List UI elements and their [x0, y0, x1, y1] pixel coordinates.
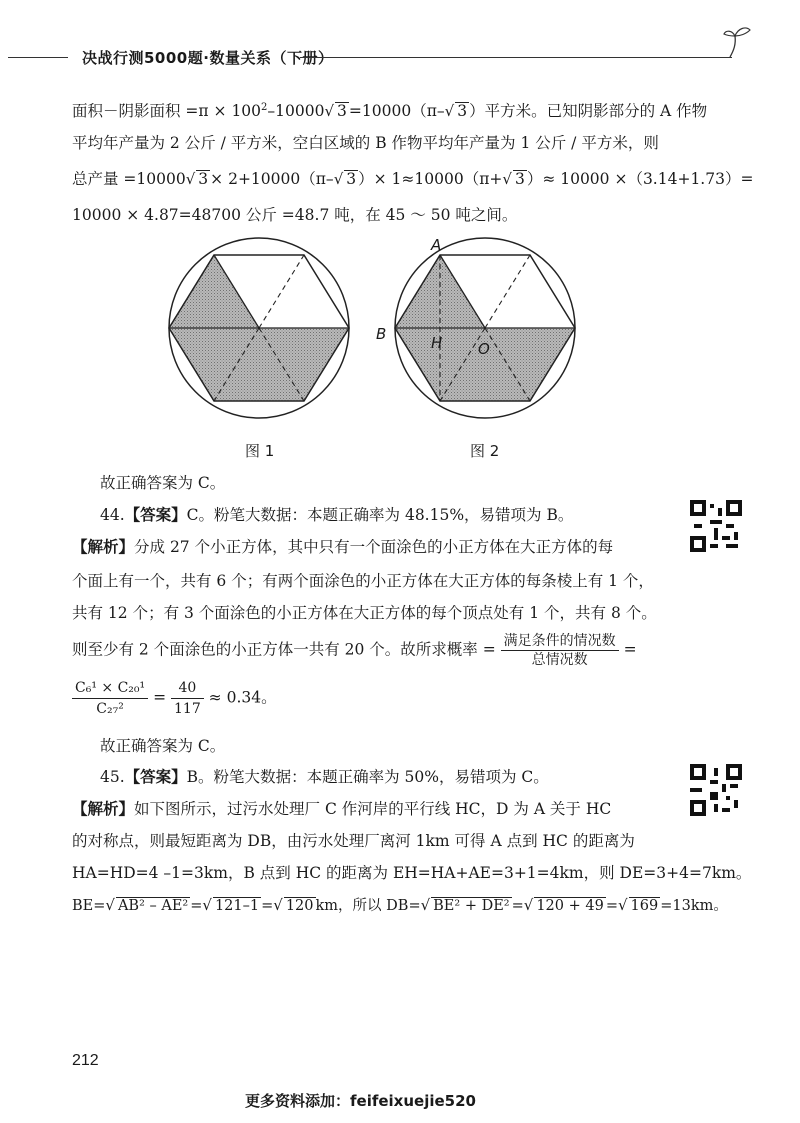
q45-analysis-line4: BE=√ AB² – AE² =√ 121–1 =√ 120 km，所以 DB=√ BE² + DE² =√ 120 + 49 =√ 169 =13km。 — [72, 896, 728, 914]
qr-code-q44[interactable] — [690, 500, 742, 552]
figure-2 — [395, 238, 575, 418]
q44-analysis-line3: 共有 12 个；有 3 个面涂色的小正方体在大正方体的每个顶点处有 1 个，共有 8 个。 — [72, 604, 657, 622]
q44-formula: $\frac{\text{C₆¹ × C₂₀¹}}{\text{C₂₇²}}$ = $\frac{40}{117}$ ≈ 0.34。 — [72, 678, 662, 719]
para1-line3: 总产量 =10000√ 3 × 2+10000（π–√ 3 ）× 1≈10000（π+√ 3 ）≈ 10000 ×（3.14+1.73）= — [72, 170, 754, 188]
para1-line1: 面积－阴影面积 $=\pi \times 100^2-10000√$ 3 =10000（π–√ 3 ）平方米。已知阴影部分的 A 作物 — [72, 102, 708, 121]
label-a: A — [431, 236, 442, 254]
q43-conclusion: 故正确答案为 C。 — [100, 474, 226, 492]
q45-answer: 45.【答案】B。粉笔大数据：本题正确率为 50%，易错项为 C。 — [100, 767, 549, 786]
q44-answer: 44.【答案】C。粉笔大数据：本题正确率为 48.15%，易错项为 B。 — [100, 505, 574, 524]
q44-conclusion: 故正确答案为 C。 — [100, 737, 226, 755]
para1-line4: 10000 × 4.87=48700 公斤 =48.7 吨，在 45 ～ 50 吨之间。 — [72, 206, 518, 224]
header-rule-right — [300, 57, 732, 58]
caption-figure-1: 图 1 — [245, 442, 275, 460]
footer-note: 更多资料添加：feifeixuejie520 — [245, 1092, 476, 1110]
page-number: 212 — [72, 1052, 99, 1069]
figure-1 — [169, 238, 349, 418]
sprout-icon — [722, 22, 762, 58]
q44-analysis-line4: 则至少有 2 个面涂色的小正方体一共有 20 个。故所求概率 = $\frac{\text{满足条件的情况数}}{\text{总情况数}}$ = — [72, 633, 637, 668]
label-h: H — [431, 334, 443, 352]
q44-analysis-line2: 个面上有一个，共有 6 个；有两个面涂色的小正方体在大正方体的每条棱上有 1 个， — [72, 572, 654, 590]
caption-figure-2: 图 2 — [470, 442, 500, 460]
q44-analysis-line1: 【解析】分成 27 个小正方体，其中只有一个面涂色的小正方体在大正方体的每 — [72, 537, 614, 556]
probability-fraction: $\frac{\text{满足条件的情况数}}{\text{总情况数}}$ — [501, 632, 619, 669]
label-o: O — [478, 340, 490, 358]
qr-code-q45[interactable] — [690, 764, 742, 816]
header-rule-left — [8, 57, 68, 58]
q45-analysis-line2: 的对称点，则最短距离为 DB，由污水处理厂离河 1km 可得 A 点到 HC 的距离为 — [72, 832, 635, 850]
q45-analysis-line1: 【解析】如下图所示，过污水处理厂 C 作河岸的平行线 HC，D 为 A 关于 HC — [72, 799, 612, 818]
label-b: B — [376, 325, 387, 343]
para1-line2: 平均年产量为 2 公斤 / 平方米，空白区域的 B 作物平均年产量为 1 公斤 / 平方米，则 — [72, 134, 659, 152]
book-title: 决战行测5000题·数量关系（下册） — [82, 49, 334, 67]
q45-analysis-line3: HA=HD=4 –1=3km，B 点到 HC 的距离为 EH=HA+AE=3+1=4km，则 DE=3+4=7km。 — [72, 864, 752, 882]
